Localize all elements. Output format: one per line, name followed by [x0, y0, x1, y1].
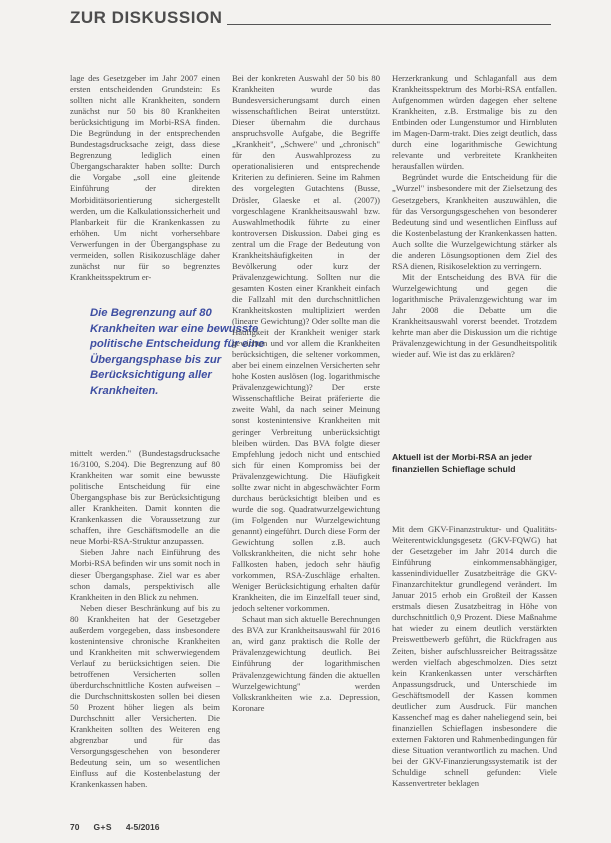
column-1-top	[70, 73, 220, 295]
paragraph: Schaut man sich aktuelle Berechnungen des BVA zur Krankheitsauswahl für 2016 an, wird ganz praktisch die Rolle der Prävalenzgewichtung deutlich. Bei Einführung der logarithmischen Prävalenzgewichtung fänden die aktuellen Wurzelgewichtung" werden Volkskrankheiten wie z.a. Depression, Koronare	[232, 614, 380, 713]
page-number: 70	[70, 822, 80, 832]
pull-quote: Die Begrenzung auf 80 Krankheiten war eine bewusste politische Entscheidung für eine Übergangsphase bis zur Berücksichtigung aller Krankheiten.	[90, 307, 265, 397]
paragraph: lage des Gesetzgeber im Jahr 2007 einen ersten entscheidenden Grundstein: Es sollten nicht alle Krankheiten, sondern zunächst nur 50 bis 80 Krankheiten berücksichtigung im Morbi-RSA finden. Die Begründung in der entsprechenden Bundestagsdrucksache zeigt, dass diese Begrenzung lediglich einen Übergangscharakter haben sollte: Durch die Vorgabe „soll eine gleitende Einführung der direkten Morbiditätsorientierung sichergestellt werden, um die Kalkulationssicherheit und Planbarkeit für die Krankenkassen zu erhöhen. Um nicht vorhersehbare Verwerfungen in der Übergangsphase zu vermeiden, sollen Risikozuschläge daher zunächst nur für so begrenztes Krankheitsspektrum er-	[70, 73, 220, 282]
paragraph: Sieben Jahre nach Einführung des Morbi-RSA befinden wir uns somit noch in dieser Übergangsphase. Ziel war es aber schon damals, perspektivisch alle Krankheiten in den Blick zu nehmen.	[70, 547, 220, 602]
paragraph: Neben dieser Beschränkung auf bis zu 80 Krankheiten hat der Gesetzgeber außerdem vorgegeben, dass insbesondere kostenintensive chronische Krankheiten und Krankheiten mit schwerwiegendem Verlauf zu berücksichtigen seien. Die betroffenen Versicherten sollen überdurchschnittliche Kosten aufweisen – die Durchschnittskosten sollen bei diesen 50 Prozent höher liegen als beim Durchschnitt aller Versicherten. Die Krankheiten sollten des Weiteren eng abgrenzbar und für das Versorgungsgeschehen von besonderer Bedeutung sein, um so wesentlichen Einfluss auf die Kostenbelastung der Krankenkassen haben.	[70, 602, 220, 790]
section-header	[70, 6, 551, 28]
paragraph: Bei der konkreten Auswahl der 50 bis 80 Krankheiten wurde das Bundesversicherungsamt durch einen wissenschaftlichen Beirat unterstützt. Dieser übernahm die durchaus anspruchsvolle Aufgabe, die Begriffe „Krankheit", „Schwere" und „chronisch" für den Auswahlprozess zu operationalisieren und entsprechende Kriterien zu definieren. Seine im Rahmen des vorgelegten Gutachtens (Busse, Drösler, Glaeske et al. (2007)) vorgeschlagene Krankheitsauswahl bzw. Auswahlmethodik führte zu einer kontroversen Diskussion. Dabei ging es zentral um die Frage der Bedeutung von Krankheitshäufigkeiten in der Bevölkerung oder kurz der Prävalenzgewichtung. Sollten nur die gesamten Kosten einer Krankheit einfach die Fallzahl mit den durchschnittlichen Krankheitskosten multipliziert werden (lineare Gewichtung)? Oder sollte man die Häufigkeit der Krankheit weniger stark gewichten und vor allem die Krankheiten berücksichtigen, die seltener vorkommen, aber bei einem einzelnen Versicherten sehr hohe Kosten auslösen (log. logarithmische Prävalenzgewichtung)? Der erste Wissenschaftliche Beirat präferierte die zweite Wahl, da nach seiner Meinung sonst kostenintensive Krankheiten mit geringer Verbreitung unberücksichtigt bleiben würden. Das BVA folgte dieser Empfehlung jedoch nicht und entschied sich für einen Kompromiss bei der Prävalenzgewichtung. Die Häufigkeit sollte zwar nicht in abgeschwächter Form durchaus berücksichtigt bleiben und es wurde die sog. Quadratwurzelgewichtung (im Folgenden nur Wurzelgewichtung genannt) eingeführt. Durch diese Form der Gewichtung sollen z.B. auch Volkskrankheiten, die nicht sehr hohe Fallkosten haben, jedoch sehr häufig vorkommen, RSA-Zuschläge erhalten. Weniger Berücksichtigung erhalten dafür Krankheiten, die im Einzelfall teuer sind, jedoch seltener vorkommen.	[232, 73, 380, 614]
paragraph: mittelt werden." (Bundestagsdrucksache 16/3100, S.204). Die Begrenzung auf 80 Krankheiten war somit eine bewusste politische Entscheidung für eine Übergangsphase bis zur Berücksichtigung aller Krankheiten. Damit konnten die Krankenkassen die Voraussetzung zur schaffen, ihre Geschäftsmodelle an die neue Morbi-RSA-Struktur anzupassen.	[70, 448, 220, 547]
subheading: Aktuell ist der Morbi-RSA an jeder finanziellen Schieflage schuld	[392, 452, 533, 474]
column-3-bottom	[392, 524, 557, 812]
issue-label: 4-5/2016	[125, 822, 160, 832]
column-3-top	[392, 73, 557, 448]
paragraph: Mit der Entscheidung des BVA für die Wurzelgewichtung und gegen die logarithmische Prävalenzgewichtung war im Jahr 2008 die Debatte um die Krankheitsauswahl vorerst beendet. Trotzdem kehrte man aber die Diskussion um die richtige Prävalenzgewichtung in der Gesundheitspolitik wieder auf. Wie ist das zu erklären?	[392, 271, 557, 360]
section-title: ZUR DISKUSSION	[70, 8, 223, 27]
column-2	[232, 73, 380, 801]
column-1-bottom	[70, 448, 220, 808]
page-footer	[70, 822, 159, 832]
journal-brand: G+S	[93, 822, 112, 832]
paragraph: Begründet wurde die Entscheidung für die „Wurzel" insbesondere mit der Zielsetzung des Gesetzgebers, Krankheiten auszuwählen, die für das Versorgungsgeschehen von besonderer Bedeutung sind und wesentlichen Einfluss auf die Kostenbelastung der Krankenkassen hatten. Auch sollte die Wurzelgewichtung stärker als die anderen Lösungsoptionen dem Ziel des RSA dienen, Risikoselektion zu verringern.	[392, 172, 557, 271]
paragraph: Herzerkrankung und Schlaganfall aus dem Krankheitsspektrum des Morbi-RSA entfallen. Aufgenommen würden dagegen eher seltene Krankheiten, z.B. Erstmalige bis zu den Entbinden oder Lungenstumor und Hirnbluten im Magen-Darm-trakt. Dies zeigt deutlich, dass durch eine logarithmische Gewichtung relevante und verbreitete Krankheiten herausfallen würden.	[392, 73, 557, 172]
paragraph: Mit dem GKV-Finanzstruktur- und Qualitäts-Weiterentwicklungsgesetz (GKV-FQWG) hat der Gesetzgeber im Jahr 2014 durch die Einführung einkommensabhängiger, kassenindividueller Zusatzbeiträge die GKV-Finanzarchitektur grundlegend verändert. Im Januar 2015 erhob ein Großteil der Kassen erstmals diesen Zusatzbeitrag in Höhe von durchschnittlich 0,9 Prozent. Diese Maßnahme hat wieder zu einem deutlich verstärkten Preiswettbewerb geführt, die Rückfragen aus Zeiten, bisher aufschlussreicher Beitragssätze werden vielfach abgeschmolzen. Dies setzt kein Krankenkassen unter verschärften Anpassungsdruck, und Unterschiede im Geschäftsmodell der Kassen kommen deutlicher zum Ausdruck. Für manchen Kassenchef mag es daher naheliegend sein, bei finanziellen Schieflagen insbesondere die externen Faktoren und Rahmenbedingungen für diese Situation verantwortlich zu machen. Und bei der GKV-Finanzierungssystematik ist der Schuldige schnell gefunden: Viele Kassenvertreter beklagen	[392, 524, 557, 789]
section-rule	[227, 24, 551, 25]
